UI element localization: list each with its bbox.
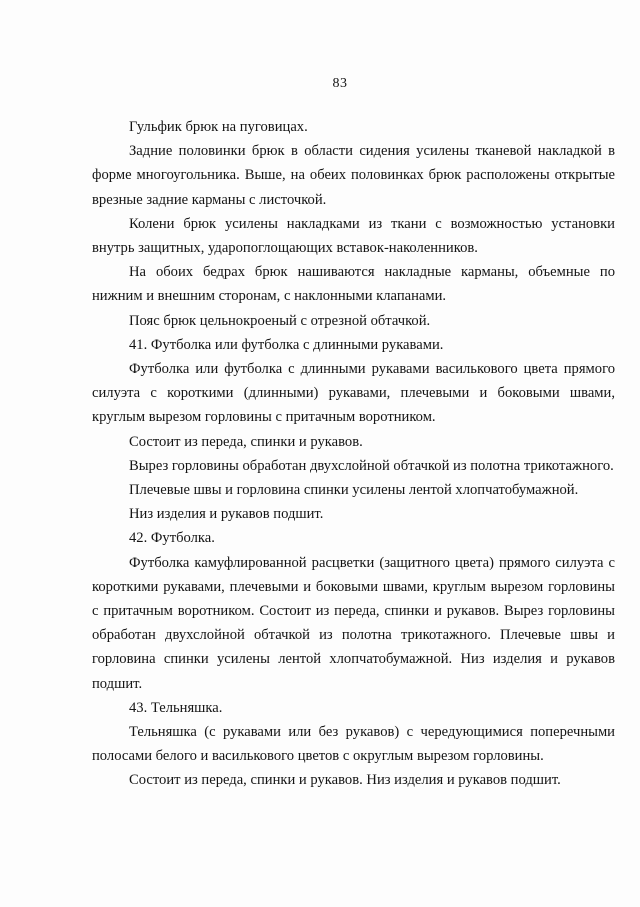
paragraph-hip-pockets: На обоих бедрах брюк нашиваются накладные карманы, объемные по нижним и внешним сторонам, с наклонными клапанами. xyxy=(92,264,615,305)
paragraph-tshirt-parts: Состоит из переда, спинки и рукавов. xyxy=(129,433,363,450)
paragraph-tshirt-hem: Низ изделия и рукавов подшит. xyxy=(129,506,324,523)
paragraph-telnyashka-description: Тельняшка (с рукавами или без рукавов) с чередующимися поперечными полосами белого и василькового цветов с округлым вырезом горловины. xyxy=(92,724,615,765)
section-heading-43: 43. Тельняшка. xyxy=(129,699,223,716)
paragraph-camo-tshirt: Футболка камуфлированной расцветки (защитного цвета) прямого силуэта с короткими рукавами, плечевыми и боковыми швами, круглым вырезом горловины с притачным воротником. Состоит из переда, спинки и рукавов. Вырез горловины обработан двухслойной обтачкой из полотна трикотажного. Плечевые швы и горловина спинки усилены лентой хлопчатобумажной. Низ изделия и рукавов подшит. xyxy=(92,554,615,692)
paragraph-fly-buttons: Гульфик брюк на пуговицах. xyxy=(129,119,308,135)
paragraph-back-halves: Задние половинки брюк в области сидения усилены тканевой накладкой в форме многоугольника. Выше, на обеих половинках брюк расположены открытые врезные задние карманы с листочкой. xyxy=(92,143,615,208)
section-heading-41: 41. Футболка или футболка с длинными рукавами. xyxy=(129,336,444,353)
paragraph-waistband: Пояс брюк цельнокроеный с отрезной обтачкой. xyxy=(129,312,431,329)
paragraph-telnyashka-parts: Состоит из переда, спинки и рукавов. Низ изделия и рукавов подшит. xyxy=(129,772,561,789)
paragraph-tshirt-neckline: Вырез горловины обработан двухслойной обтачкой из полотна трикотажного. xyxy=(129,457,614,474)
page-body xyxy=(92,115,615,793)
paragraph-tshirt-description: Футболка или футболка с длинными рукавами василькового цвета прямого силуэта с короткими (длинными) рукавами, плечевыми и боковыми швами, круглым вырезом горловины с притачным воротником. xyxy=(92,361,615,426)
paragraph-knees: Колени брюк усилены накладками из ткани с возможностью установки внутрь защитных, ударопоглощающих вставок-наколенников. xyxy=(92,215,615,257)
section-heading-42: 42. Футболка. xyxy=(129,530,215,547)
paragraph-tshirt-shoulders: Плечевые швы и горловина спинки усилены лентой хлопчатобумажной. xyxy=(129,482,579,499)
page-number: 83 xyxy=(332,76,348,91)
